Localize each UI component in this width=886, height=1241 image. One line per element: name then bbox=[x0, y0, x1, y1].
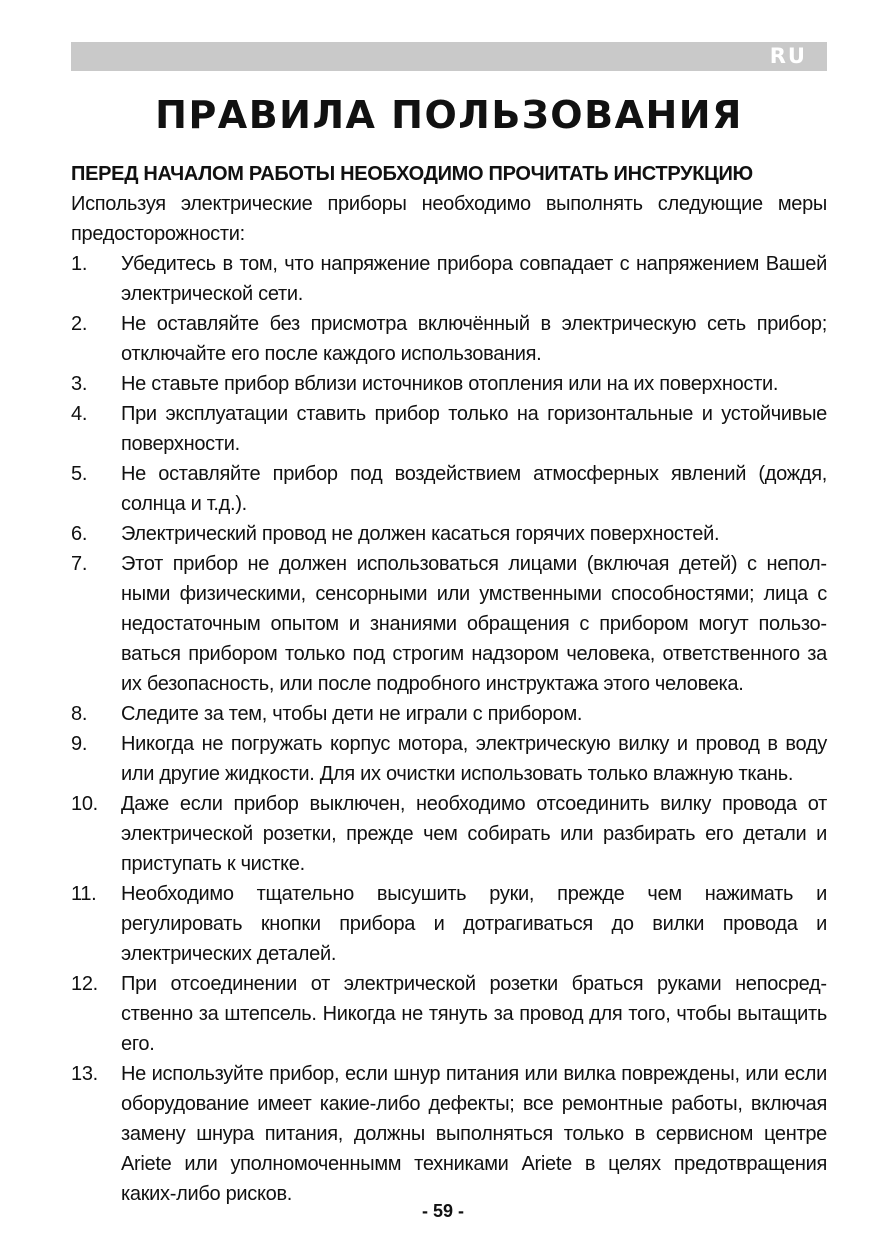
rule-text: Электрический провод не должен касаться горячих поверхностей. bbox=[121, 523, 720, 545]
rule-item bbox=[71, 249, 827, 309]
rule-text: При эксплуатации ставить прибор только на горизонтальные и устойчивые поверхности. bbox=[121, 403, 827, 455]
rule-number: 9. bbox=[71, 733, 88, 755]
page-number: - 59 - bbox=[421, 1201, 464, 1221]
rule-number: 10. bbox=[71, 793, 98, 815]
rule-number: 4. bbox=[71, 403, 88, 425]
rule-item bbox=[71, 699, 827, 729]
rule-number: 7. bbox=[71, 553, 88, 575]
rule-item bbox=[71, 549, 827, 699]
rule-text: Не используйте прибор, если шнур питания или вилка повреждены, или если оборудование имеет какие-либо дефекты; все ремонтные работы, включая замену шнура питания, должны выполняться только в сервисном центре Ariete или уполномоченнымм техниками Ariete в целях предотвращения каких-либо рисков. bbox=[121, 1063, 827, 1205]
rule-text: Не оставляйте без присмотра включённый в электрическую сеть прибор; отключайте его после каждого использования. bbox=[121, 313, 827, 365]
intro-paragraph: Используя электрические приборы необходимо выполнять следующие меры предосторожности: bbox=[71, 193, 827, 245]
rule-item bbox=[71, 789, 827, 879]
rule-text: Необходимо тщательно высушить руки, прежде чем нажимать и регулировать кнопки прибора и дотрагиваться до вилки провода и электрических деталей. bbox=[121, 883, 827, 965]
rule-item bbox=[71, 1059, 827, 1209]
rule-item bbox=[71, 369, 827, 399]
rule-text: При отсоединении от электрической розетки браться руками непосредственно за штепсель. Никогда не тянуть за провод для того, чтобы вытащить его. bbox=[121, 973, 827, 1055]
section-subtitle: ПЕРЕД НАЧАЛОМ РАБОТЫ НЕОБХОДИМО ПРОЧИТАТЬ ИНСТРУКЦИЮ bbox=[71, 163, 753, 185]
rule-text: Даже если прибор выключен, необходимо отсоединить вилку провода от электрической розетки, прежде чем собирать или разбирать его детали и приступать к чистке. bbox=[121, 793, 827, 875]
rule-text: Этот прибор не должен использоваться лицами (включая детей) с неполными физическими, сенсорными или умственными способностями; лица с недостаточным опытом и знаниями обращения с прибором могут пользоваться прибором только под строгим надзором человека, ответственного за их безопасность, или после подробного инструктажа этого человека. bbox=[121, 553, 827, 695]
rule-text: Не оставляйте прибор под воздействием атмосферных явлений (дождя, солнца и т.д.). bbox=[121, 463, 827, 515]
rule-number: 1. bbox=[71, 253, 88, 275]
rule-number: 8. bbox=[71, 703, 88, 725]
rule-item bbox=[71, 879, 827, 969]
rule-item bbox=[71, 399, 827, 459]
rule-number: 5. bbox=[71, 463, 88, 485]
page-title: ПРАВИЛА ПОЛЬЗОВАНИЯ bbox=[155, 93, 743, 137]
rule-text: Следите за тем, чтобы дети не играли с прибором. bbox=[121, 703, 583, 725]
document-body bbox=[71, 159, 827, 1209]
language-code: RU bbox=[769, 44, 807, 68]
rule-item bbox=[71, 459, 827, 519]
rule-item bbox=[71, 309, 827, 369]
rule-number: 11. bbox=[71, 883, 97, 905]
rule-text: Убедитесь в том, что напряжение прибора совпадает с напряжением Вашей электрической сети. bbox=[121, 253, 827, 305]
rule-item bbox=[71, 729, 827, 789]
rule-text: Никогда не погружать корпус мотора, электрическую вилку и провод в воду или другие жидкости. Для их очистки использовать только влажную ткань. bbox=[121, 733, 827, 785]
language-bar bbox=[71, 42, 827, 71]
rule-item bbox=[71, 519, 827, 549]
rule-number: 2. bbox=[71, 313, 88, 335]
rule-number: 13. bbox=[71, 1063, 98, 1085]
rule-number: 6. bbox=[71, 523, 88, 545]
rule-item bbox=[71, 969, 827, 1059]
rule-number: 3. bbox=[71, 373, 88, 395]
rule-text: Не ставьте прибор вблизи источников отопления или на их поверхности. bbox=[121, 373, 779, 395]
rules-list bbox=[71, 249, 827, 1209]
rule-number: 12. bbox=[71, 973, 98, 995]
